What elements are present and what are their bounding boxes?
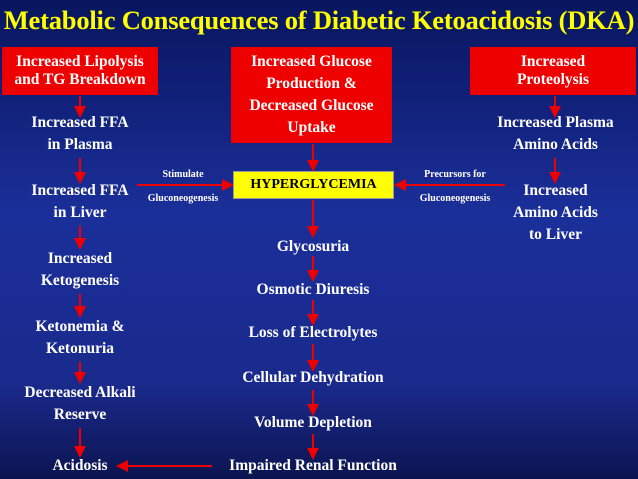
hyperglycemia-box: HYPERGLYCEMIA (233, 171, 394, 199)
center-step-osmotic-diuresis: Osmotic Diuresis (256, 281, 370, 298)
right-step-liver-amino-acids: Increased Amino Acids to Liver (513, 182, 598, 243)
right-step-plasma-amino-acids: Increased Plasma Amino Acids (497, 114, 614, 153)
left-step-ketonemia: Ketonemia & Ketonuria (35, 318, 125, 357)
center-step-renal-function: Impaired Renal Function (229, 457, 397, 474)
proteolysis-box (470, 47, 636, 95)
left-step-alkali-reserve: Decreased Alkali Reserve (24, 384, 136, 423)
connector-gluconeogenesis-right: Gluconeogenesis (419, 193, 491, 204)
glucose-production-label: Increased Glucose Production & Decreased Glucose Uptake (249, 53, 374, 136)
proteolysis-label: Increased Proteolysis (516, 53, 590, 88)
center-step-glycosuria: Glycosuria (276, 238, 350, 255)
left-step-ketogenesis: Increased Ketogenesis (40, 250, 120, 289)
center-step-volume-depletion: Volume Depletion (254, 414, 372, 431)
left-step-ffa-liver: Increased FFA in Liver (31, 182, 129, 221)
left-step-acidosis: Acidosis (52, 457, 108, 474)
connector-gluconeogenesis-left: Gluconeogenesis (147, 193, 219, 204)
lipolysis-label: Increased Lipolysis and TG Breakdown (14, 53, 146, 88)
connector-precursors: Precursors for (424, 169, 486, 180)
center-step-electrolytes: Loss of Electrolytes (248, 324, 378, 341)
lipolysis-box (2, 47, 158, 95)
center-step-dehydration: Cellular Dehydration (242, 369, 384, 386)
slide-title: Metabolic Consequences of Diabetic Ketoacidosis (DKA) (3, 5, 635, 35)
left-step-ffa-plasma: Increased FFA in Plasma (31, 114, 129, 153)
connector-stimulate: Stimulate (162, 169, 204, 180)
glucose-production-box (231, 47, 392, 143)
